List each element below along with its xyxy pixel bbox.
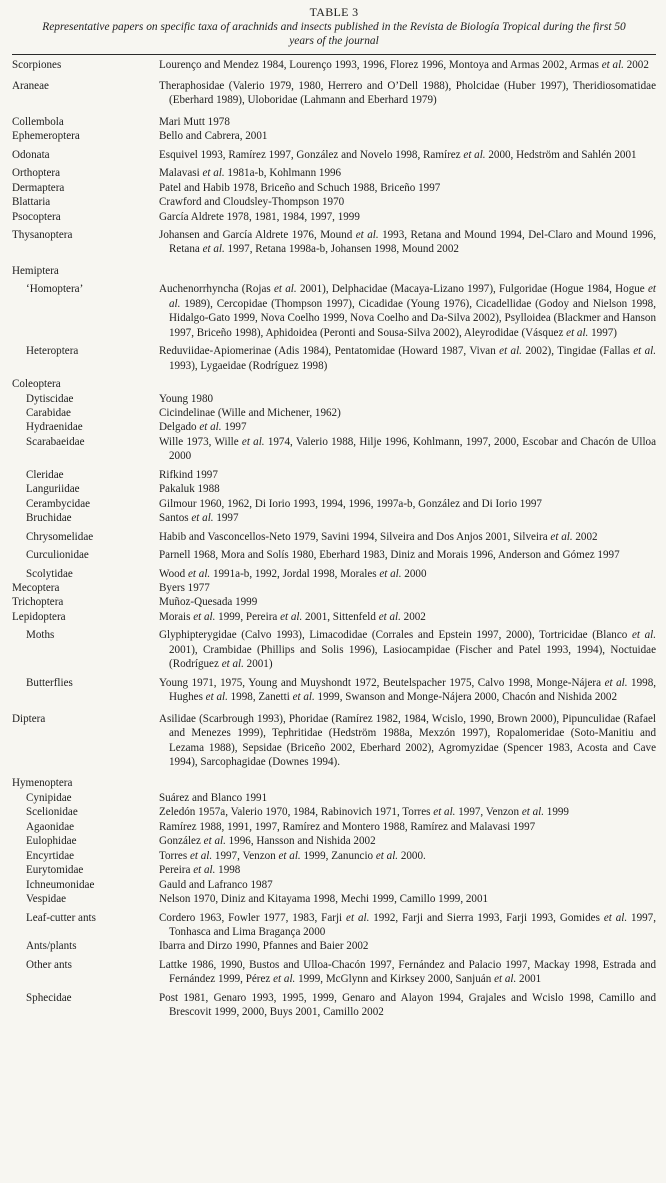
references-cell: Santos et al. 1997 [159,512,239,525]
taxon-cell: Cerambycidae [26,497,91,510]
table-row [12,58,656,72]
references-cell: Cicindelinae (Wille and Michener, 1962) [159,407,341,420]
taxon-cell: Blattaria [12,196,51,209]
table-row [12,511,656,525]
taxon-cell: Odonata [12,148,50,161]
table-caption: Representative papers on specific taxa of arachnids and insects published in the Revista de Biología Tropical during the first 50 years of the journal [42,20,626,47]
taxon-cell: Lepidoptera [12,610,66,623]
taxon-cell: Encyrtidae [26,849,75,862]
references-cell [159,776,656,790]
table-row [12,712,656,770]
taxon-cell: Coleoptera [12,378,61,391]
taxon-cell: Ephemeroptera [12,130,80,143]
taxon-cell: Other ants [26,958,72,971]
references-cell: Reduviidae-Apiomerinae (Adis 1984), Pentatomidae (Howard 1987, Vivan et al. 2002), Tingidae (Fallas et al. 1993), Lygaeidae (Rodríguez 1998) [159,345,656,372]
references-cell: Torres et al. 1997, Venzon et al. 1999, Zanuncio et al. 2000. [159,849,426,862]
taxon-cell: Scorpiones [12,58,62,71]
taxon-cell: Carabidae [26,407,71,420]
table-row [12,148,656,162]
taxon-cell: Mecoptera [12,582,60,594]
table-row [12,939,656,953]
table-row [12,166,656,180]
table-row [12,776,656,790]
references-cell: Parnell 1968, Mora and Solís 1980, Eberhard 1983, Diniz and Morais 1996, Anderson and Gómez 1997 [159,549,620,562]
references-cell: Pereira et al. 1998 [159,864,241,877]
table-row [12,482,656,496]
taxon-cell: Hydraenidae [26,421,83,434]
references-cell: Nelson 1970, Diniz and Kitayama 1998, Mechi 1999, Camillo 1999, 2001 [159,893,489,906]
taxon-cell: Thysanoptera [12,229,73,242]
taxon-cell: Ichneumonidae [26,878,95,891]
references-cell: Esquivel 1993, Ramírez 1997, González and Novelo 1998, Ramírez et al. 2000, Hedström and Sahlén 2001 [159,148,637,161]
table-row [12,228,656,257]
table-row [12,820,656,834]
table-row [12,406,656,420]
table-row [12,129,656,143]
references-cell: Delgado et al. 1997 [159,421,247,434]
taxon-cell: Ants/plants [26,940,77,953]
taxon-cell: Moths [26,629,55,642]
table-label: TABLE 3 [309,5,359,19]
references-cell: Johansen and García Aldrete 1976, Mound et al. 1993, Retana and Mound 1994, Del-Claro and Mound 1996, Retana et al. 1997, Retana 1998a-b, Johansen 1998, Mound 2002 [159,229,656,256]
taxon-cell: Agaonidae [26,820,75,833]
taxon-cell: Araneae [12,79,49,92]
references-cell: Malavasi et al. 1981a-b, Kohlmann 1996 [159,167,342,180]
table-row [12,628,656,671]
table-body [12,58,656,1020]
references-cell: Asilidae (Scarbrough 1993), Phoridae (Ramírez 1982, 1984, Wcislo, 1990, Brown 2000), Pipunculidae (Rafael and Menezes 1999), Tephritidae (Hedström 1988a, Mexzón 1997), Ropalomeridae (Soto-Manitiu and Lezama 1988), Sepsidae (Briceño 2002, Eberhard 2002), Agromyzidae (Spencer 1983, Acosta and Cave 1994), Sarcophagidae (Downes 1994). [159,712,656,768]
table-row [12,282,656,340]
taxon-cell: Scolytidae [26,567,73,580]
references-cell: Auchenorrhyncha (Rojas et al. 2001), Delphacidae (Macaya-Lizano 1997), Fulgoridae (Hogue 1984, Hogue et al. 1989), Cercopidae (Thompson 1997), Cicadidae (Young 1976), Cicadellidae (Godoy and Nielson 1998, Hidalgo-Gato 1999, Nova Coelho 1999, Nova Coelho and Da-Silva 2002), Psylloidea (Blackmer and Hanson 1997, Briceño 1998), Aphidoidea (Peronti and Sousa-Silva 2002), Aleyrodidae (Vásquez et al. 1997) [159,283,657,339]
table-row [12,610,656,624]
table-row [12,581,656,595]
taxon-cell: Eurytomidae [26,864,84,877]
references-cell: Suárez and Blanco 1991 [159,791,268,804]
taxon-cell: Dermaptera [12,181,65,194]
taxon-cell: Orthoptera [12,167,61,180]
taxon-cell: Languriidae [26,483,80,496]
table-row [12,210,656,224]
taxon-cell: Cleridae [26,468,64,481]
references-cell: Morais et al. 1999, Pereira et al. 2001, Sittenfeld et al. 2002 [159,610,426,623]
taxon-cell: ‘Homoptera’ [26,283,84,296]
taxon-cell: Scelionidae [26,806,78,819]
references-cell [159,264,656,278]
table-row [12,567,656,581]
table-row [12,958,656,987]
table-row [12,79,656,108]
taxon-cell: Sphecidae [26,991,72,1004]
references-cell: Bello and Cabrera, 2001 [159,130,268,143]
references-cell: García Aldrete 1978, 1981, 1984, 1997, 1999 [159,210,360,223]
references-cell: Rifkind 1997 [159,468,218,481]
table-row [12,497,656,511]
references-cell: Gilmour 1960, 1962, Di Iorio 1993, 1994, 1996, 1997a-b, González and Di Iorio 1997 [159,497,542,510]
table-row [12,435,656,464]
references-cell: Post 1981, Genaro 1993, 1995, 1999, Genaro and Alayon 1994, Grajales and Wcislo 1998, Camillo and Brescovit 1999, 2000, Buys 2001, Camillo 2002 [159,991,656,1019]
taxon-cell: Diptera [12,712,46,725]
references-cell: González et al. 1996, Hansson and Nishida 2002 [159,835,376,848]
table-row [12,195,656,209]
references-cell: Theraphosidae (Valerio 1979, 1980, Herrero and O’Dell 1988), Pholcidae (Huber 1997), Theridiosomatidae (Eberhard 1989), Uloboridae (Lahmann and Eberhard 1979) [159,79,656,107]
references-cell [159,377,656,391]
references-cell: Byers 1977 [159,582,210,594]
table-row [12,834,656,848]
references-cell: Cordero 1963, Fowler 1977, 1983, Farji et al. 1992, Farji and Sierra 1993, Farji 1993, Gomides et al. 1997, Tonhasca and Lima Bragança 2000 [159,911,656,938]
table-row [12,548,656,562]
table-row [12,911,656,940]
taxon-cell: Scarabaeidae [26,435,85,448]
table-row [12,468,656,482]
table-row [12,791,656,805]
table-row [12,264,656,278]
references-cell: Gauld and Lafranco 1987 [159,878,273,891]
references-cell: Wood et al. 1991a-b, 1992, Jordal 1998, Morales et al. 2000 [159,567,427,580]
references-cell: Habib and Vasconcellos-Neto 1979, Savini 1994, Silveira and Dos Anjos 2001, Silveira et al. 2002 [159,530,598,543]
references-cell: Young 1971, 1975, Young and Muyshondt 1972, Beutelspacher 1975, Calvo 1998, Monge-Nájera et al. 1998, Hughes et al. 1998, Zanetti et al. 1999, Swanson and Monge-Nájera 2000, Chacón and Nishida 2002 [159,676,657,704]
table-row [12,377,656,391]
taxon-cell: Hemiptera [12,264,59,277]
references-cell: Ibarra and Dirzo 1990, Pfannes and Baier 2002 [159,940,369,953]
references-cell: Lattke 1986, 1990, Bustos and Ulloa-Chacón 1997, Fernández and Palacio 1997, Mackay 1998, Estrada and Fernández 1999, Pérez et al. 1999, McGlynn and Kirksey 2000, Sanjuán et al. 2001 [159,958,656,986]
taxon-cell: Vespidae [26,893,67,906]
table-row [12,181,656,195]
table-row [12,863,656,877]
taxon-cell: Eulophidae [26,835,77,848]
table-row [12,595,656,609]
table-row [12,392,656,406]
table-row [12,420,656,434]
references-cell: Ramírez 1988, 1991, 1997, Ramírez and Montero 1988, Ramírez and Malavasi 1997 [159,820,536,833]
references-cell: Zeledón 1957a, Valerio 1970, 1984, Rabinovich 1971, Torres et al. 1997, Venzon et al. 1999 [159,806,569,819]
table-row [12,344,656,373]
taxon-cell: Psocoptera [12,210,61,223]
references-cell: Lourenço and Mendez 1984, Lourenço 1993, 1996, Florez 1996, Montoya and Armas 2002, Armas et al. 2002 [159,58,649,71]
references-cell: Muñoz-Quesada 1999 [159,596,258,609]
taxon-cell: Hymenoptera [12,777,73,790]
taxon-cell: Butterflies [26,676,73,689]
taxon-cell: Cynipidae [26,791,72,804]
references-cell: Young 1980 [159,392,214,405]
table-row [12,530,656,544]
taxon-cell: Heteroptera [26,345,79,358]
references-cell: Crawford and Cloudsley-Thompson 1970 [159,196,345,209]
table-row [12,805,656,819]
table-row [12,849,656,863]
taxon-cell: Collembola [12,115,64,128]
references-cell: Glyphipterygidae (Calvo 1993), Limacodidae (Corrales and Epstein 1997, 2000), Tortricidae (Blanco et al. 2001), Crambidae (Phillips and Solis 1996), Lasiocampidae (Fischer and Patel 1993, 1994), Noctuidae (Rodríguez et al. 2001) [159,629,656,671]
table-row [12,991,656,1020]
taxon-cell: Chrysomelidae [26,530,94,543]
taxon-cell: Dytiscidae [26,392,74,405]
references-cell: Wille 1973, Wille et al. 1974, Valerio 1988, Hilje 1996, Kohlmann, 1997, 2000, Escobar and Chacón de Ulloa 2000 [159,435,656,463]
table-row [12,878,656,892]
table-row [12,892,656,906]
references-cell: Pakaluk 1988 [159,483,220,496]
taxon-cell: Leaf-cutter ants [26,911,96,924]
taxon-cell: Bruchidae [26,512,72,525]
taxon-cell: Trichoptera [12,596,64,609]
table-row [12,115,656,129]
table-row [12,676,656,705]
table-top-rule [12,54,656,55]
references-cell: Mari Mutt 1978 [159,115,230,128]
references-cell: Patel and Habib 1978, Briceño and Schuch 1988, Briceño 1997 [159,181,441,194]
taxon-cell: Curculionidae [26,549,89,562]
